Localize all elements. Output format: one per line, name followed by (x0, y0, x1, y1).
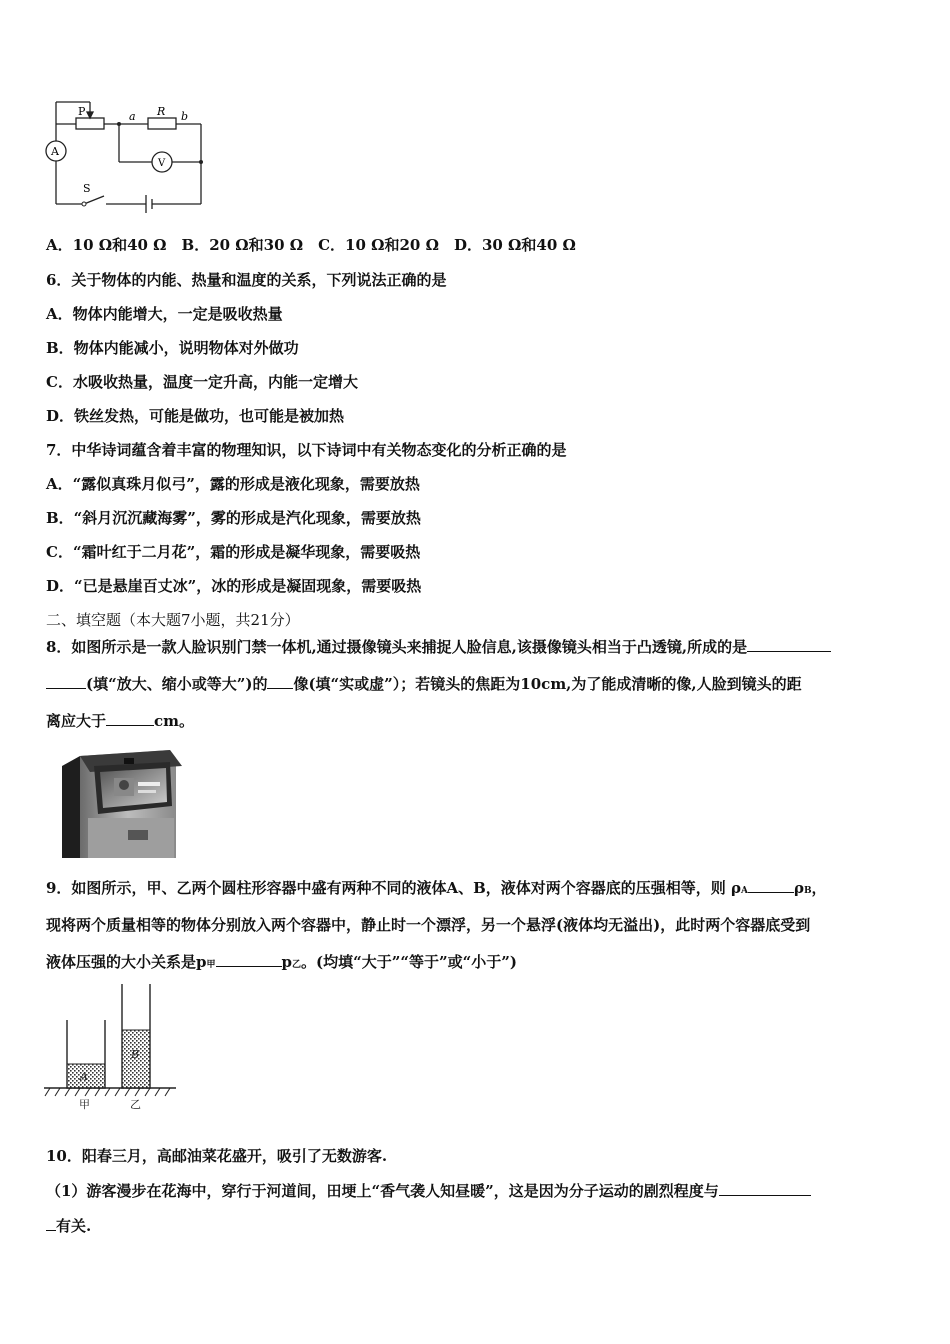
q9-sub-b: B (803, 886, 812, 896)
ammeter-label: A (51, 145, 59, 158)
q10-sub-1-end (46, 1216, 91, 1236)
resistor-label: R (157, 105, 166, 118)
q9-sub-yi: 乙 (292, 960, 302, 970)
q8-line-3 (46, 711, 194, 731)
q10-blank-1[interactable] (719, 1181, 811, 1196)
q8-line-2a: (填“放大、缩小或等大”)的 (86, 675, 268, 693)
q10-sub-1-text: （1）游客漫步在花海中，穿行于河道间，田埂上“香气袭人知昼暖”，这是因为分子运动的剧烈程度与 (46, 1182, 719, 1200)
q6-option-a: A．物体内能增大，一定是吸收热量 (46, 305, 283, 323)
q7-stem: 7．中华诗词蕴含着丰富的物理知识，以下诗词中有关物态变化的分析正确的是 (46, 441, 567, 459)
q9-line-1b: ρ (793, 879, 804, 897)
face-recognition-kiosk-image (58, 748, 188, 860)
liquid-a-label: A (80, 1070, 88, 1083)
voltmeter-label: V (158, 158, 166, 169)
node-b-label: b (181, 110, 189, 123)
circuit-diagram (40, 96, 215, 216)
q5-options: A．10 Ω和40 Ω B．20 Ω和30 Ω C．10 Ω和20 Ω D．30 Ω和40 Ω (46, 236, 576, 254)
containers-diagram (42, 982, 182, 1114)
q8-line-2 (46, 674, 802, 694)
q8-line-1-text: 8．如图所示是一款人脸识别门禁一体机,通过摄像镜头来捕捉人脸信息,该摄像镜头相当于凸透镜,所成的是 (46, 638, 748, 656)
liquid-b-label: B (131, 1048, 140, 1061)
q9-line-3b: p (281, 953, 293, 971)
q9-line-3 (46, 952, 517, 975)
rheostat-label: P (78, 105, 86, 118)
q6-stem: 6．关于物体的内能、热量和温度的关系，下列说法正确的是 (46, 271, 447, 289)
container-jia-label: 甲 (79, 1098, 90, 1111)
q8-blank-1[interactable] (747, 637, 831, 652)
section-2-heading: 二、填空题（本大题7小题，共21分） (46, 611, 300, 629)
q9-line-3a: 液体压强的大小关系是p (46, 953, 207, 971)
q9-line-2: 现将两个质量相等的物体分别放入两个容器中，静止时一个漂浮，另一个悬浮(液体均无溢出)，此时两个容器底受到 (46, 916, 811, 934)
switch-label: S (83, 182, 91, 195)
container-yi-label: 乙 (130, 1098, 141, 1111)
q8-line-2b: 像(填“实或虚”）；若镜头的焦距为10cm,为了能成清晰的像,人脸到镜头的距 (293, 675, 802, 693)
q7-option-d: D．“已是悬崖百丈冰”，冰的形成是凝固现象，需要吸热 (46, 577, 422, 595)
q8-blank-2[interactable] (267, 674, 293, 689)
q6-option-c: C．水吸收热量，温度一定升高，内能一定增大 (46, 373, 358, 391)
node-a-label: a (129, 110, 136, 123)
q9-sub-a: A (740, 886, 748, 896)
q8-line-1 (46, 637, 831, 657)
q9-sub-jia: 甲 (206, 960, 216, 970)
q7-option-b: B．“斜月沉沉藏海雾”，雾的形成是汽化现象，需要放热 (46, 509, 421, 527)
q6-option-b: B．物体内能减小，说明物体对外做功 (46, 339, 299, 357)
q9-line-1a: 9．如图所示，甲、乙两个圆柱形容器中盛有两种不同的液体A、B，液体对两个容器底的压强相等，则 ρ (46, 879, 741, 897)
q9-blank-2[interactable] (216, 952, 282, 967)
q10-blank-1-cont[interactable] (46, 1216, 56, 1231)
q8-line-3b: cm。 (154, 712, 195, 730)
q9-blank-1[interactable] (748, 878, 794, 893)
q9-line-1c: ， (811, 879, 827, 897)
q8-blank-1-cont[interactable] (46, 674, 86, 689)
q9-line-1 (46, 878, 827, 901)
q7-option-a: A．“露似真珠月似弓”，露的形成是液化现象，需要放热 (46, 475, 420, 493)
q10-sub-1 (46, 1181, 811, 1201)
q6-option-d: D．铁丝发热，可能是做功，也可能是被加热 (46, 407, 345, 425)
q8-blank-3[interactable] (106, 711, 154, 726)
q9-line-3c: 。(均填“大于”“等于”或“小于”) (301, 953, 517, 971)
q8-line-3a: 离应大于 (46, 712, 107, 730)
q10-stem: 10．阳春三月，高邮油菜花盛开，吸引了无数游客. (46, 1147, 388, 1165)
q10-sub-1-end-text: 有关. (56, 1217, 92, 1235)
q7-option-c: C．“霜叶红于二月花”，霜的形成是凝华现象，需要吸热 (46, 543, 421, 561)
